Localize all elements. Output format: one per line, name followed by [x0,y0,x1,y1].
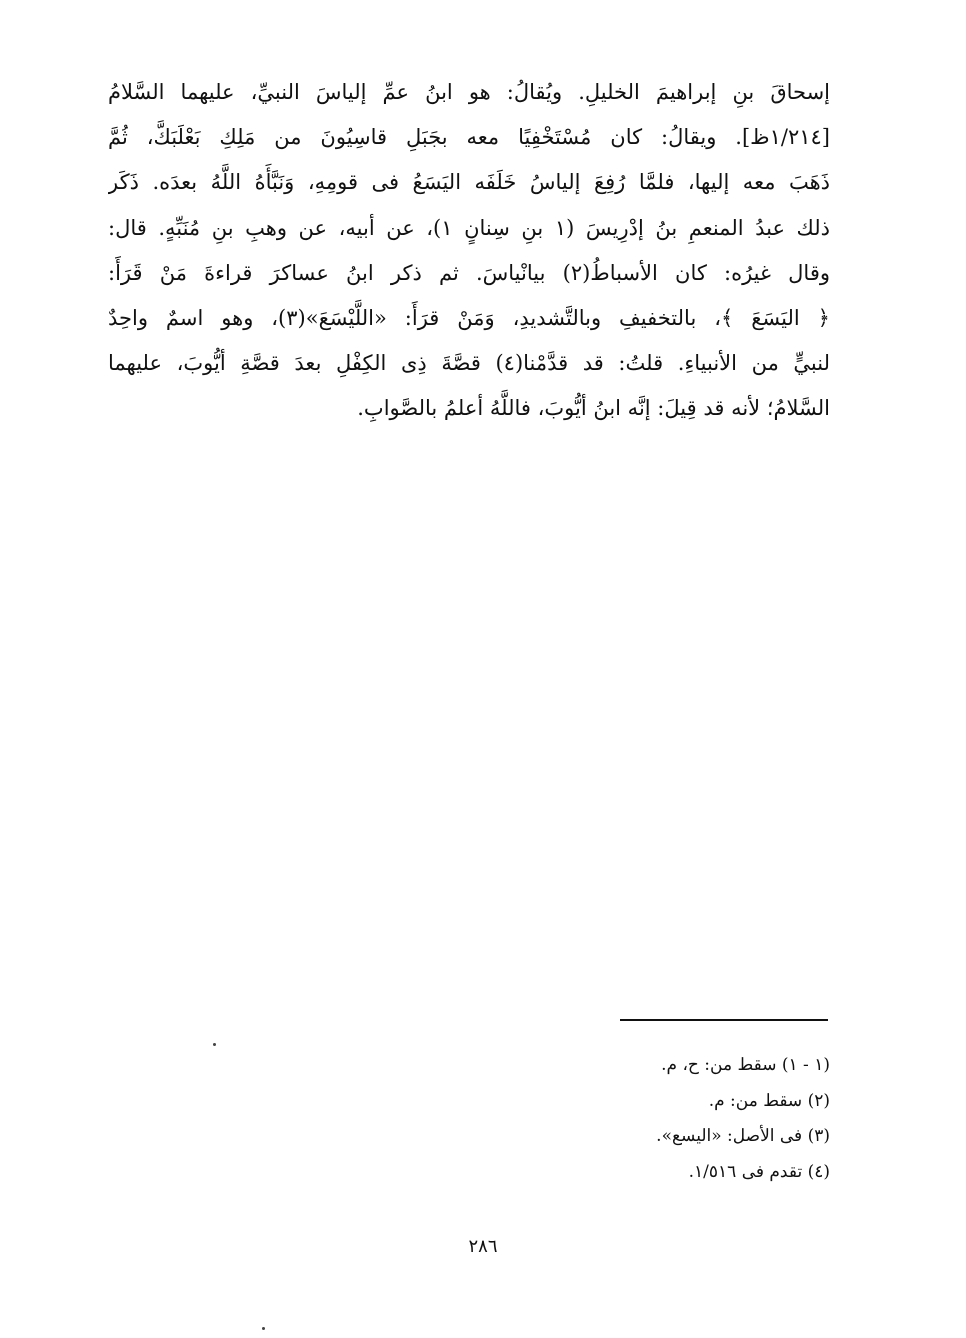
text-line-8: السَّلامُ؛ لأنه قد قِيلَ: إنَّه ابنُ أيُّوبَ، فاللَّهُ أعلمُ بالصَّوابِ. [357,396,830,421]
footnote-3: (٣) فى الأصل: «اليسع». [656,1126,830,1146]
text-line-6: ﴿ اليَسَعَ ﴾، بالتخفيفِ وبالتَّشديدِ، وَمَنْ قرَأَ: «اللَّيْسَعَ»(٣)، وهو اسمٌ واحِدٌ [108,305,830,330]
page-number: ٢٨٦ [468,1236,498,1257]
footnote-1: (١ - ١) سقط من: ح، م. [661,1055,830,1075]
main-text-block [108,70,830,432]
footnote-2: (٢) سقط من: م. [708,1090,830,1111]
footnotes-block [500,1048,830,1190]
footnote-separator [620,1019,828,1021]
text-line-4: ذلك عبدُ المنعمِ بنُ إدْرِيسَ (١ بنِ سِنانٍ ١)، عن أبيه، عن وهبِ بنِ مُنَبِّهٍ. قال: [108,215,830,240]
scan-speck [262,1327,265,1330]
footnote-4: (٤) تقدم فى ١/٥١٦. [688,1161,830,1182]
text-line-2: [١/٢١٤ظ]. ويقالُ: كان مُسْتَخْفِيًا معه بجَبَلِ قاسِيُونَ من مَلِكِ بَعْلَبَكَّ، ثُمَّ [108,125,830,150]
text-line-1: إسحاقَ بنِ إبراهيمَ الخليلِ. ويُقالُ: هو ابنُ عمِّ إلياسَ النبيِّ، عليهما السَّلامُ [108,80,830,104]
scan-speck [213,1043,216,1046]
text-line-5: وقال غيرُه: كان الأسباطُ(٢) بيانْياسَ. ثم ذكر ابنُ عساكرَ قراءةَ مَنْ قَرَأَ: [108,260,830,285]
text-line-3: ذَهَبَ معه إليها، فلمَّا رُفِعَ إلياسُ خَلَفَه اليَسَعُ فى قومِهِ، وَنَبَّأَهُ اللَّهُ بعدَه. ذَكَر [108,170,830,195]
text-line-7: لنبيٍّ من الأنبياءِ. قلتُ: قد قدَّمْنا(٤) قصَّةَ ذِى الكِفْلِ بعدَ قصَّةِ أيُّوبَ، عليهما [108,351,830,376]
